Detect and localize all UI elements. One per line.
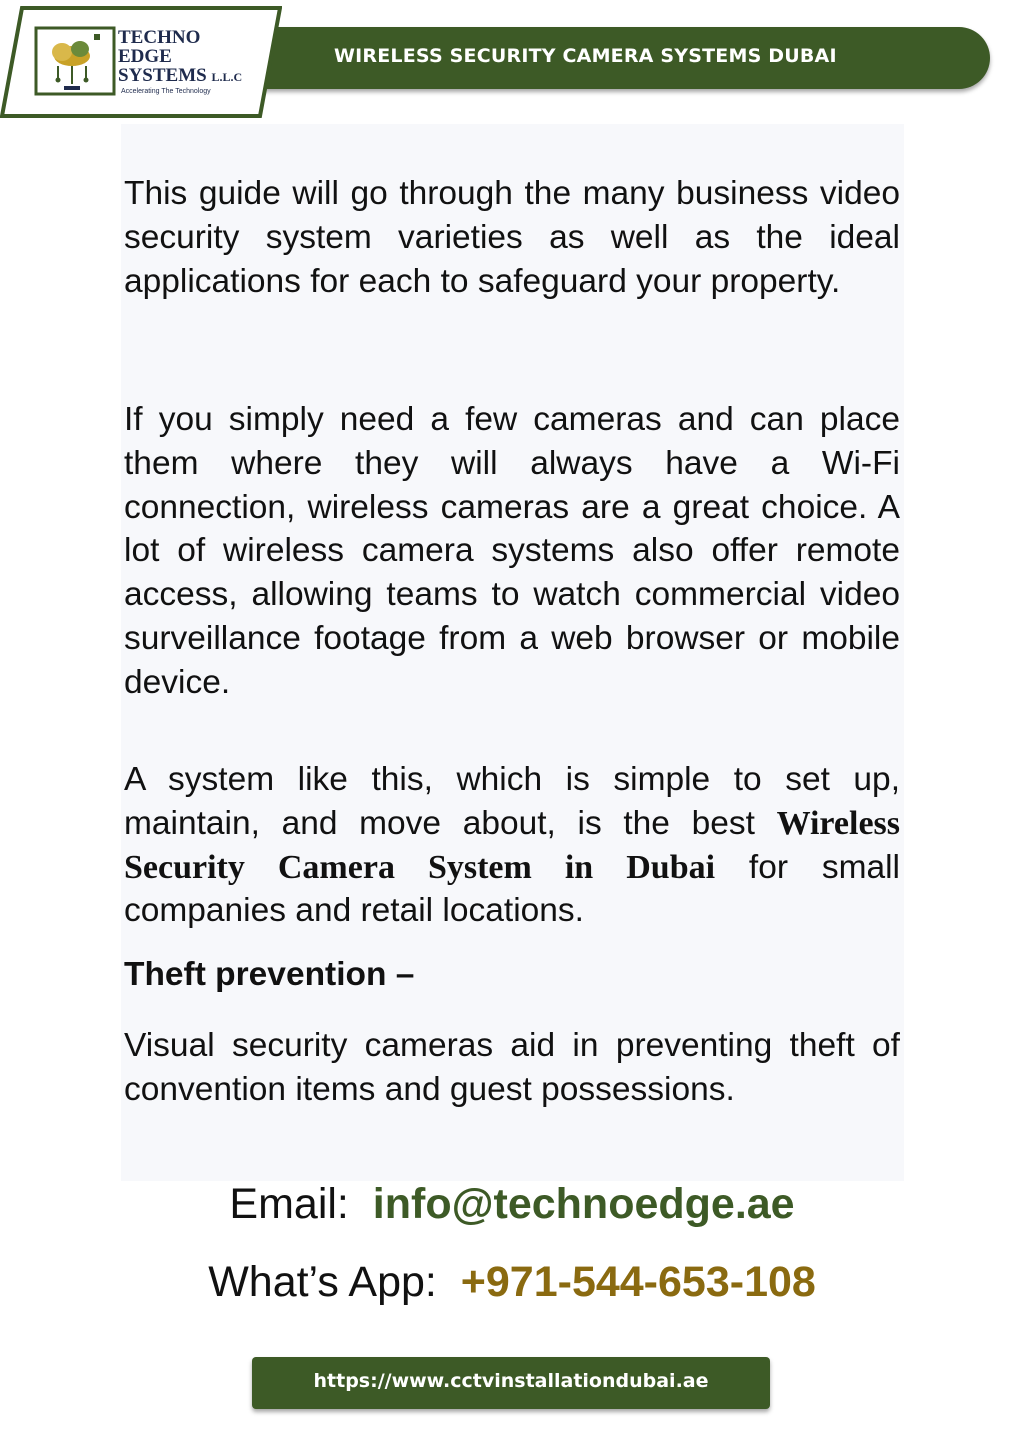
company-logo <box>0 4 280 116</box>
paragraph-wireless: If you simply need a few cameras and can place them where they will always have a Wi-Fi connection, wireless cameras are a great choice. A lot of wireless camera systems also offer remote access, allowing teams to watch commercial video surveillance footage from a web browser or mobile device. <box>124 401 900 701</box>
logo-line-1: TECHNO <box>118 27 201 48</box>
email-line <box>0 1180 1024 1229</box>
email-label: Email: <box>229 1180 349 1228</box>
logo-suffix: L.L.C <box>211 70 243 84</box>
paragraph3-after: for small companies and retail locations. <box>124 848 900 930</box>
paragraph-intro: This guide will go through the many business video security system varieties as well as the ideal applications for each to safeguard your property. <box>124 175 900 300</box>
whatsapp-number[interactable]: +971-544-653-108 <box>460 1258 816 1306</box>
paragraph3-keyword: Wireless Security Camera System in Dubai <box>124 804 900 886</box>
whatsapp-line <box>0 1258 1024 1307</box>
subheading-theft-prevention: Theft prevention – <box>124 956 415 993</box>
logo-line-3: SYSTEMS <box>118 65 207 86</box>
paragraph-theft: Visual security cameras aid in preventing theft of convention items and guest possessions. <box>124 1027 900 1108</box>
logo-wordmark <box>118 28 242 87</box>
logo-tagline: Accelerating The Technology <box>121 88 211 95</box>
paragraph3-before: A system like this, which is simple to set up, maintain, and move about, is the best <box>124 761 900 842</box>
whatsapp-label: What’s App: <box>208 1258 437 1306</box>
website-link[interactable]: https://www.cctvinstallationdubai.ae <box>313 1370 709 1392</box>
logo-line-2: EDGE <box>118 46 172 67</box>
email-link[interactable]: info@technoedge.ae <box>372 1180 795 1228</box>
header-title: WIRELESS SECURITY CAMERA SYSTEMS DUBAI <box>334 45 837 67</box>
paragraph-best-system <box>124 758 900 933</box>
